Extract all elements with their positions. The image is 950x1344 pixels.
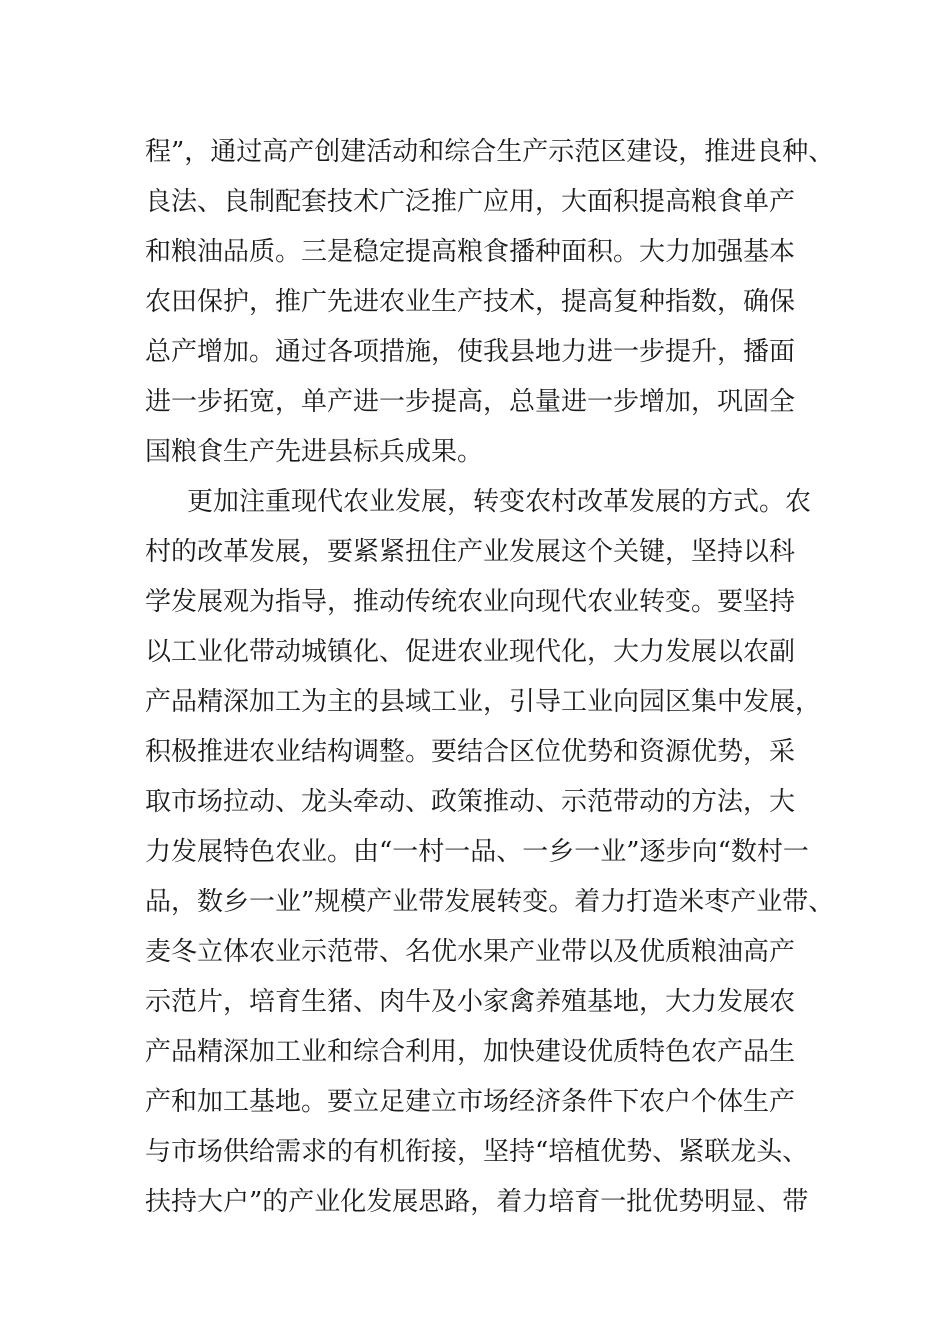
body-text [145, 127, 835, 1227]
text-line: 程”，通过高产创建活动和综合生产示范区建设，推进良种、 [145, 137, 835, 167]
text-line-indented: 更加注重现代农业发展，转变农村改革发展的方式。农 [187, 487, 812, 517]
text-line: 力发展特色农业。由“一村一品、一乡一业”逐步向“数村一 [145, 837, 809, 867]
text-line: 麦冬立体农业示范带、名优水果产业带以及优质粮油高产 [145, 937, 796, 967]
text-line: 取市场拉动、龙头牵动、政策推动、示范带动的方法，大 [145, 787, 796, 817]
text-line: 农田保护，推广先进农业生产技术，提高复种指数，确保 [145, 287, 796, 317]
text-line: 村的改革发展，要紧紧扭住产业发展这个关键，坚持以科 [145, 537, 796, 567]
text-line: 学发展观为指导，推动传统农业向现代农业转变。要坚持 [145, 587, 796, 617]
text-line: 品，数乡一业”规模产业带发展转变。着力打造米枣产业带、 [145, 887, 835, 917]
text-line: 产品精深加工为主的县域工业，引导工业向园区集中发展， [145, 687, 822, 717]
text-line: 扶持大户”的产业化发展思路，着力培育一批优势明显、带 [145, 1187, 809, 1217]
text-line: 和粮油品质。三是稳定提高粮食播种面积。大力加强基本 [145, 237, 796, 267]
paragraph-2 [145, 477, 835, 1227]
text-line: 良法、良制配套技术广泛推广应用，大面积提高粮食单产 [145, 187, 796, 217]
text-line: 国粮食生产先进县标兵成果。 [145, 437, 484, 467]
paragraph-1 [145, 127, 835, 477]
text-line: 产品精深加工业和综合利用，加快建设优质特色农产品生 [145, 1037, 796, 1067]
text-line: 以工业化带动城镇化、促进农业现代化，大力发展以农副 [145, 637, 796, 667]
text-line: 产和加工基地。要立足建立市场经济条件下农户个体生产 [145, 1087, 796, 1117]
text-line: 积极推进农业结构调整。要结合区位优势和资源优势，采 [145, 737, 796, 767]
text-line: 总产增加。通过各项措施，使我县地力进一步提升，播面 [145, 337, 796, 367]
text-line: 示范片，培育生猪、肉牛及小家禽养殖基地，大力发展农 [145, 987, 796, 1017]
text-line: 与市场供给需求的有机衔接，坚持“培植优势、紧联龙头、 [145, 1137, 809, 1167]
text-line: 进一步拓宽，单产进一步提高，总量进一步增加，巩固全 [145, 387, 796, 417]
